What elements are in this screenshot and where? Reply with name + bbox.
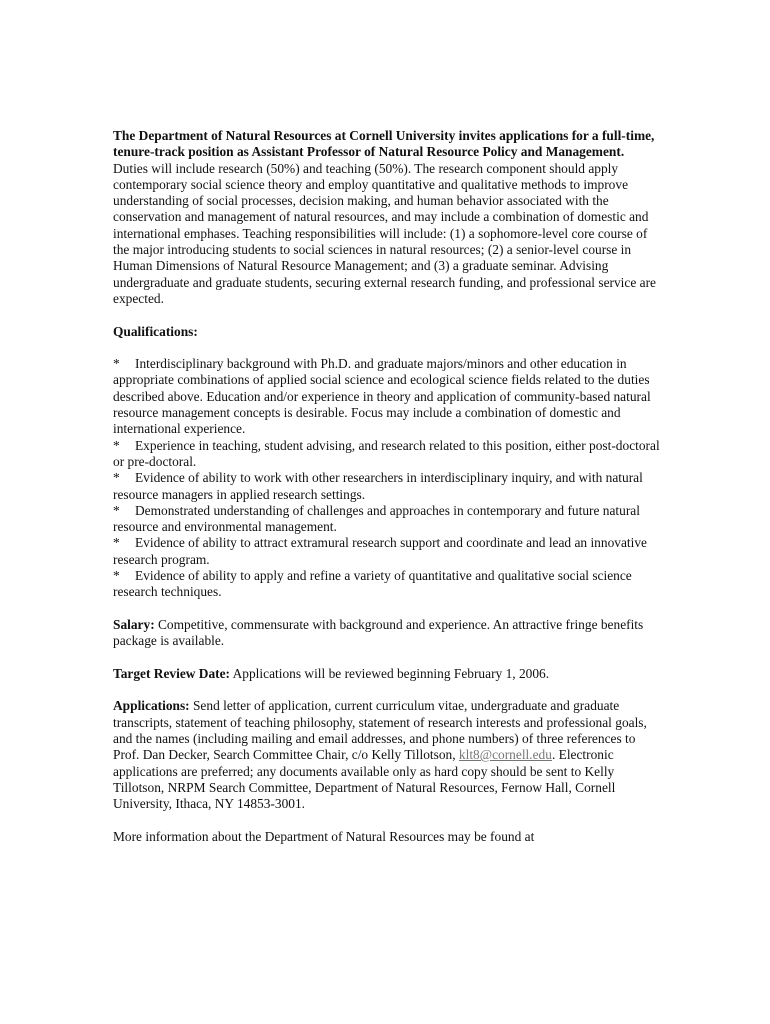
intro-bold-lead: The Department of Natural Resources at Cornell University invites applications for a full-time, tenure-track position as Assistant Professor of Natural Resource Policy and Management. bbox=[113, 128, 655, 160]
salary-label: Salary: bbox=[113, 616, 155, 632]
salary-text: Competitive, commensurate with background and experience. An attractive fringe benefits package is available. bbox=[113, 616, 644, 649]
qualification-item bbox=[113, 535, 661, 568]
qualification-text: Demonstrated understanding of challenges and approaches in contemporary and future natural resource and environmental management. bbox=[113, 502, 640, 535]
qualifications-list bbox=[113, 356, 661, 600]
email-link[interactable]: klt8@cornell.edu bbox=[458, 747, 552, 763]
applications-label: Applications: bbox=[113, 698, 190, 714]
bullet-star: * bbox=[113, 437, 120, 453]
applications-paragraph bbox=[113, 698, 661, 812]
bullet-star: * bbox=[113, 568, 120, 584]
qualifications-heading: Qualifications: bbox=[113, 323, 198, 339]
bullet-star: * bbox=[113, 502, 120, 518]
qualification-text: Evidence of ability to attract extramural research support and coordinate and lead an innovative research program. bbox=[113, 535, 647, 567]
review-date-paragraph bbox=[113, 666, 661, 682]
qualification-item bbox=[113, 356, 661, 437]
qualification-item bbox=[113, 568, 661, 601]
more-info-paragraph: More information about the Department of Natural Resources may be found at bbox=[113, 828, 535, 844]
qualification-text: Evidence of ability to work with other researchers in interdisciplinary inquiry, and with natural resource managers in applied research settings. bbox=[113, 470, 643, 502]
applications-text-before-email: Send letter of application, current curriculum vitae, undergraduate and graduate transcripts, statement of teaching philosophy, statement of research interests and professional goals, and the names (including mailing and email addresses, and phone numbers) of three references to Prof. Dan Decker, Search Committee Chair, c/o Kelly Tillotson, bbox=[113, 698, 647, 763]
review-date-label: Target Review Date: bbox=[113, 665, 231, 681]
qualification-text: Experience in teaching, student advising, and research related to this position, either post-doctoral or pre-doctoral. bbox=[113, 437, 660, 469]
qualification-item bbox=[113, 470, 661, 503]
applications-text-after-email: . Electronic applications are preferred; any documents available only as hard copy should be sent to Kelly Tillotson, NRPM Search Committee, Department of Natural Resources, Fernow Hall, Cornell University, Ithaca, NY 14853-3001. bbox=[113, 747, 616, 812]
bullet-star: * bbox=[113, 535, 120, 551]
review-date-text: Applications will be reviewed beginning February 1, 2006. bbox=[230, 665, 550, 681]
bullet-star: * bbox=[113, 356, 120, 372]
document-page bbox=[113, 128, 661, 861]
qualification-item bbox=[113, 503, 661, 536]
salary-paragraph bbox=[113, 617, 661, 650]
intro-body: Duties will include research (50%) and teaching (50%). The research component should apply contemporary social science theory and employ quantitative and qualitative methods to improve understanding of social processes, decision making, and human behavior associated with the conservation and management of natural resources, and may include a combination of domestic and international emphases. Teaching responsibilities will include: (1) a sophomore-level core course of the major introducing students to social sciences in natural resources; (2) a senior-level course in Human Dimensions of Natural Resource Management; and (3) a graduate seminar. Advising undergraduate and graduate students, securing external research funding, and professional service are expected. bbox=[113, 160, 656, 306]
qualification-text: Evidence of ability to apply and refine a variety of quantitative and qualitative social science research techniques. bbox=[113, 568, 632, 600]
intro-paragraph bbox=[113, 128, 661, 307]
bullet-star: * bbox=[113, 470, 120, 486]
qualification-text: Interdisciplinary background with Ph.D. and graduate majors/minors and other education in appropriate combinations of applied social science and ecological science fields related to the duties described above. Education and/or experience in theory and application of community-based natural resource management concepts is desirable. Focus may include a combination of domestic and international experience. bbox=[113, 356, 651, 437]
qualification-item bbox=[113, 438, 661, 471]
